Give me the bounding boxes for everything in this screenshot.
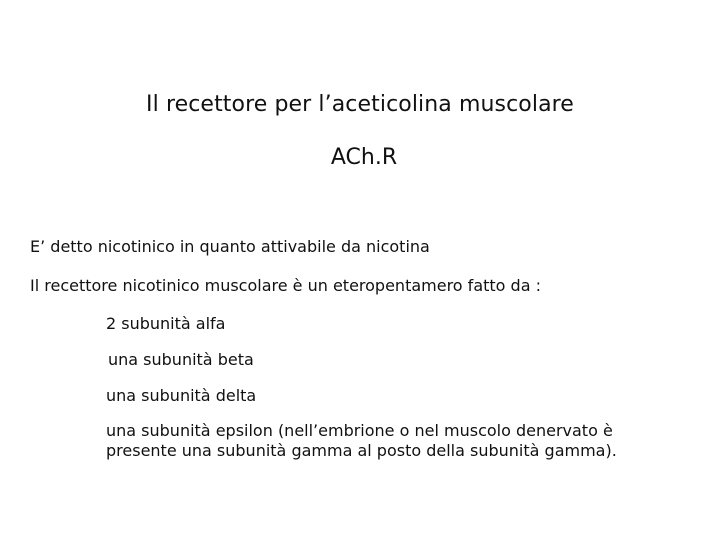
text-line-structure: Il recettore nicotinico muscolare è un eteropentamero fatto da : — [30, 276, 541, 295]
slide-subtitle: ACh.R — [330, 145, 398, 170]
slide-title: Il recettore per l’aceticolina muscolare — [146, 92, 574, 117]
subunit-item-beta: una subunità beta — [108, 350, 254, 369]
subunit-item-epsilon — [106, 421, 666, 461]
subunit-item-alfa: 2 subunità alfa — [106, 314, 226, 333]
subunit-item-epsilon-line1: una subunità epsilon (nell’embrione o nel muscolo denervato è — [106, 421, 613, 440]
subunit-item-delta: una subunità delta — [106, 386, 257, 405]
text-line-definition: E’ detto nicotinico in quanto attivabile da nicotina — [30, 237, 430, 256]
subunit-item-epsilon-line2: presente una subunità gamma al posto della subunità gamma). — [106, 441, 617, 460]
